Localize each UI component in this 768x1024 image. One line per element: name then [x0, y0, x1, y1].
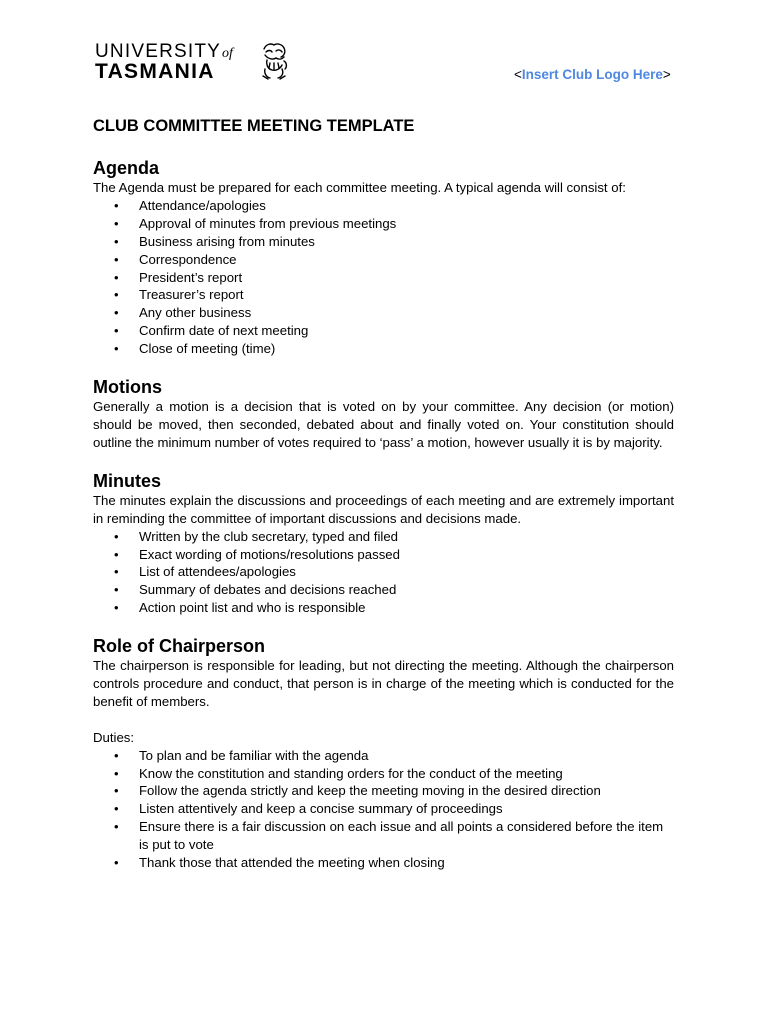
- minutes-list: [93, 528, 674, 618]
- chairperson-text: The chairperson is responsible for leading, but not directing the meeting. Although the chairperson controls procedure and conduct, that person is in charge of the meeting which is conducted for the benefit of members.: [93, 658, 674, 709]
- list-item: • Written by the club secretary, typed and filed: [93, 528, 674, 546]
- list-item: • Any other business: [93, 304, 674, 322]
- list-item: • Treasurer’s report: [93, 286, 674, 304]
- list-item: • Action point list and who is responsible: [93, 599, 674, 617]
- list-item: • Summary of debates and decisions reached: [93, 581, 674, 599]
- agenda-list: [93, 197, 674, 358]
- list-item: • Follow the agenda strictly and keep the meeting moving in the desired direction: [93, 782, 674, 800]
- motions-heading: Motions: [93, 377, 162, 398]
- motions-text: Generally a motion is a decision that is voted on by your committee. Any decision (or motion) should be moved, then seconded, debated about and finally voted on. Your constitution should outline the minimum number of votes required to ‘pass’ a motion, however usually it is by majority.: [93, 399, 674, 450]
- list-item: • Business arising from minutes: [93, 233, 674, 251]
- logo-university-text: UNIVERSITY: [95, 41, 222, 62]
- list-item: • Attendance/apologies: [93, 197, 674, 215]
- minutes-heading: Minutes: [93, 470, 162, 491]
- page-title: CLUB COMMITTEE MEETING TEMPLATE: [93, 117, 415, 135]
- list-item: • Correspondence: [93, 251, 674, 269]
- chairperson-heading: Role of Chairperson: [93, 636, 266, 657]
- logo-tasmania-text: TASMANIA: [95, 60, 215, 83]
- agenda-heading: Agenda: [93, 158, 160, 178]
- list-item: • President’s report: [93, 269, 674, 287]
- list-item: • Close of meeting (time): [93, 340, 674, 358]
- list-item: • Thank those that attended the meeting when closing: [93, 854, 674, 872]
- lion-emblem-icon: [260, 41, 288, 81]
- document-body: [93, 116, 674, 872]
- list-item: • Listen attentively and keep a concise summary of proceedings: [93, 800, 674, 818]
- list-item: • Confirm date of next meeting: [93, 322, 674, 340]
- university-logo: [95, 41, 290, 83]
- agenda-intro: The Agenda must be prepared for each committee meeting. A typical agenda will consist of:: [93, 180, 626, 195]
- minutes-intro: The minutes explain the discussions and proceedings of each meeting and are extremely important in reminding the committee of important discussions and decisions made.: [93, 492, 674, 526]
- duties-list: [93, 747, 674, 872]
- list-item: • List of attendees/apologies: [93, 563, 674, 581]
- list-item: • Approval of minutes from previous meetings: [93, 215, 674, 233]
- duties-label: Duties:: [93, 729, 135, 745]
- list-item: • Know the constitution and standing orders for the conduct of the meeting: [93, 765, 674, 783]
- club-logo-placeholder: <Insert Club Logo Here>: [514, 67, 671, 82]
- club-logo-text: Insert Club Logo Here: [521, 67, 663, 82]
- list-item: • Exact wording of motions/resolutions passed: [93, 546, 674, 564]
- list-item: • To plan and be familiar with the agenda: [93, 747, 674, 765]
- logo-of-text: of: [222, 46, 233, 61]
- list-item: • Ensure there is a fair discussion on each issue and all points a considered before the item is put to vote: [93, 818, 674, 854]
